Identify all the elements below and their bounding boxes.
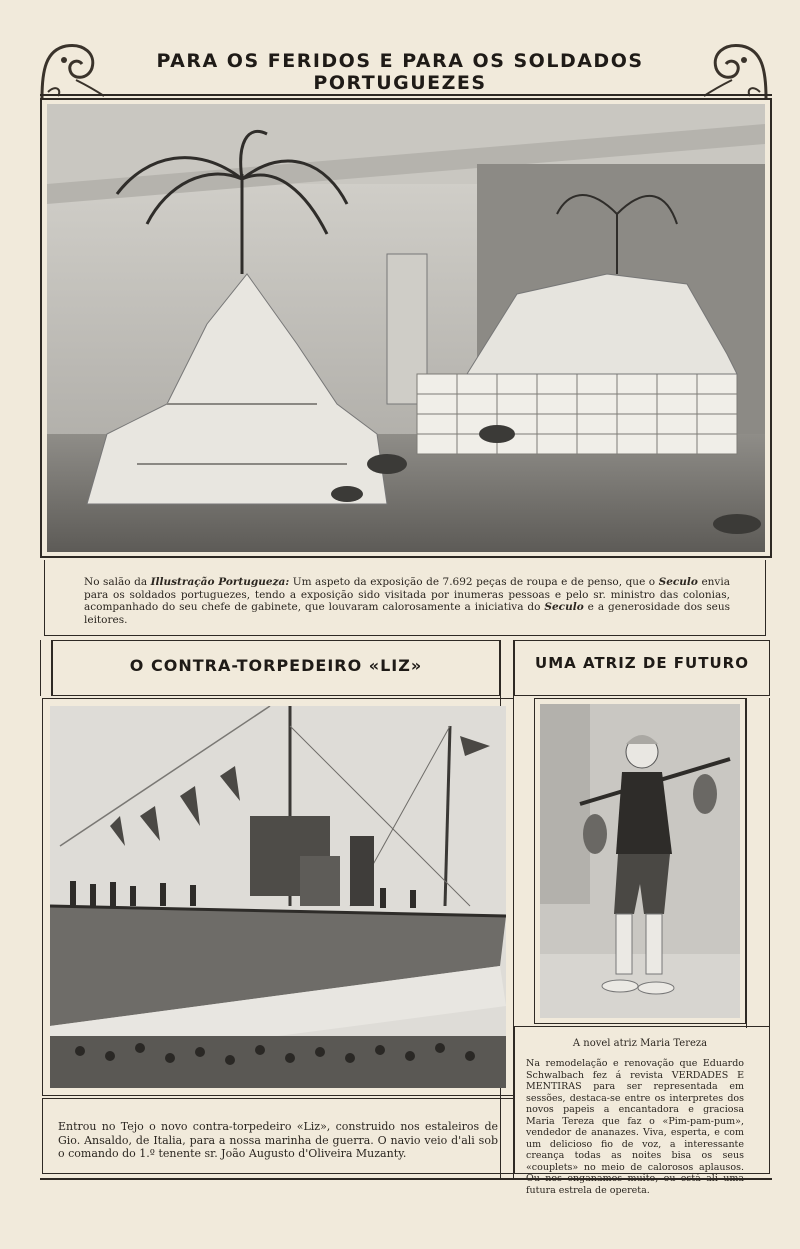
actress-photo bbox=[540, 704, 740, 1018]
destroyer-liz-illustration bbox=[50, 706, 506, 1088]
right-margin-decoration bbox=[746, 698, 770, 1028]
actress-article-text: Na remodelação e renovação que Eduardo Schwalbach fez á revista VERDADES E MENTIRAS para ser representada em sessões, destaca-se entre os interpretes dos novos papeis a encantadora e graciosa Maria Tereza que faz o «Pim-pam-pum», vendedor de ananazes. Viva, esperta, e com um delicioso fio de voz, a interessante creança todas as noites bisa os seus «couplets» no meio de calorosos aplausos. Ou nos enganamos muito, ou está ali uma futura estrela de opereta. bbox=[526, 1058, 744, 1196]
header-rule bbox=[40, 94, 772, 96]
ship-photo bbox=[50, 706, 506, 1088]
exhibition-hall-illustration bbox=[47, 104, 765, 552]
top-photo-caption bbox=[84, 576, 730, 626]
actress-photo-caption: A novel atriz Maria Tereza bbox=[572, 1038, 708, 1049]
newspaper-name: Seculo bbox=[544, 601, 584, 613]
page-title: PARA OS FERIDOS E PARA OS SOLDADOS PORTUGUEZES bbox=[156, 50, 644, 94]
caption-text: No salão da bbox=[84, 576, 151, 588]
magazine-name: Illustração Portugueza: bbox=[150, 576, 290, 588]
right-section-title: UMA ATRIZ DE FUTURO bbox=[535, 654, 749, 672]
left-margin-decoration bbox=[40, 640, 52, 696]
scroll-ornament-icon bbox=[36, 40, 106, 100]
ship-caption: Entrou no Tejo o novo contra-torpedeiro «Liz», construido nos estaleiros de Gio. Ansaldo, de Italia, para a nossa marinha de guerra. O navio veio d'ali sob o comando do 1.º tenente sr. João Augusto d'Oliveira Muzanty. bbox=[58, 1120, 498, 1160]
actress-illustration bbox=[540, 704, 740, 1018]
scroll-ornament-icon bbox=[702, 40, 772, 100]
caption-text: envia para os soldados portuguezes, tendo a exposição sido visitada por inumeras pessoas e pelo sr. ministro das colonias, acompanhado do seu chefe de gabinete, que louvaram calorosamente a iniciativa do bbox=[84, 576, 730, 613]
exhibition-photo bbox=[47, 104, 765, 552]
footer-rule bbox=[40, 1178, 772, 1180]
caption-text: e a generosidade dos seus leitores. bbox=[84, 601, 730, 626]
caption-text: Um aspeto da exposição de 7.692 peças de roupa e de penso, que o bbox=[289, 576, 659, 588]
newspaper-name: Seculo bbox=[658, 576, 698, 588]
left-section-title: O CONTRA-TORPEDEIRO «LIZ» bbox=[129, 656, 423, 675]
